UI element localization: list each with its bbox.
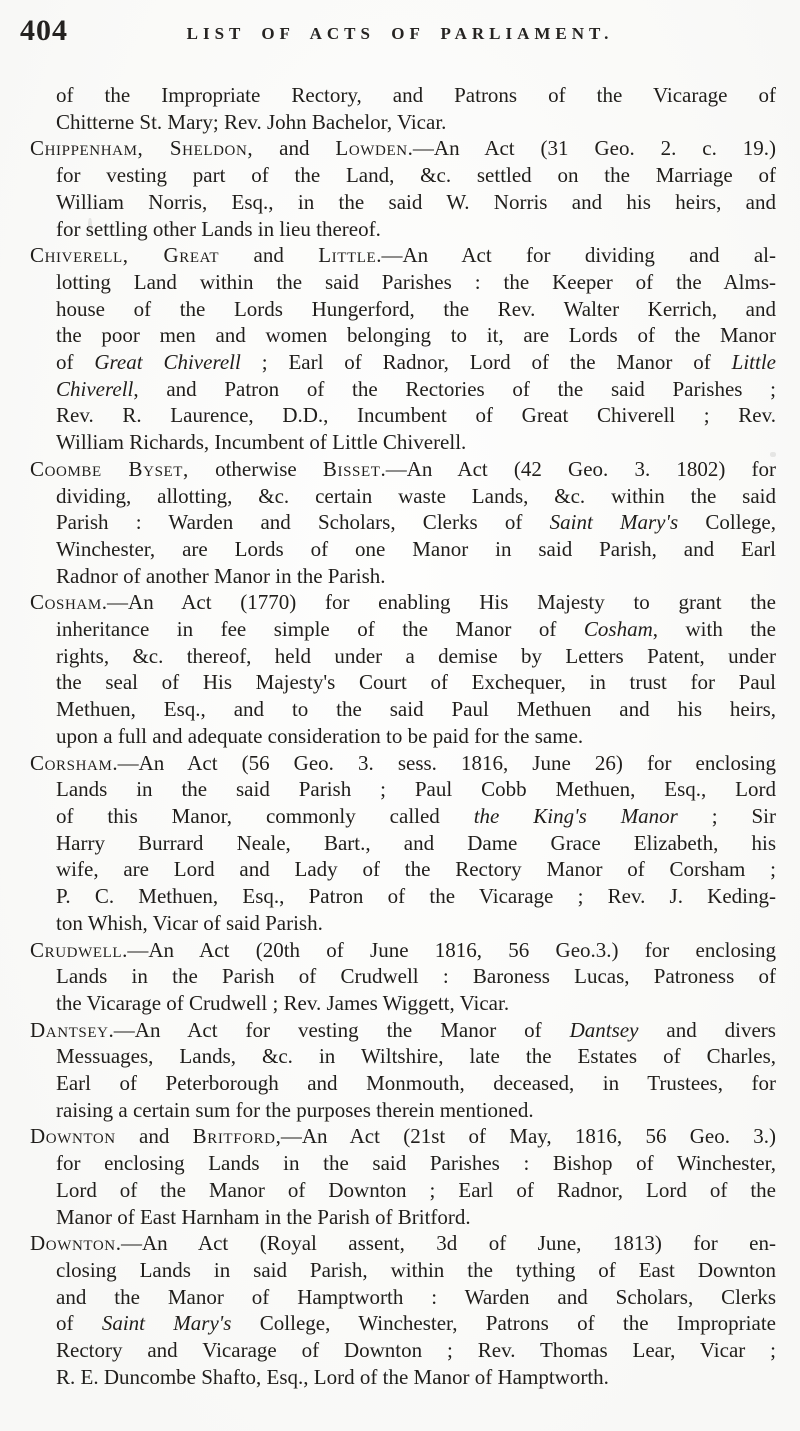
text-line: Manor of East Harnham in the Parish of Britford. bbox=[56, 1204, 471, 1229]
text-line: Radnor of another Manor in the Parish. bbox=[56, 563, 386, 588]
text-line: Messuages, Lands, &c. in Wiltshire, late the Estates of Charles, bbox=[56, 1044, 776, 1069]
act-entry bbox=[30, 1123, 776, 1230]
text-line: the Vicarage of Crudwell ; Rev. James Wiggett, Vicar. bbox=[56, 990, 510, 1015]
text-line: ton Whish, Vicar of said Parish. bbox=[56, 910, 323, 935]
text-line: dividing, allotting, &c. certain waste Lands, &c. within the said bbox=[56, 483, 776, 508]
text-line: wife, are Lord and Lady of the Rectory Manor of Corsham ; bbox=[56, 857, 776, 882]
acts-list bbox=[30, 82, 776, 1390]
text-line: Harry Burrard Neale, Bart., and Dame Grace Elizabeth, his bbox=[56, 830, 776, 855]
text-line: Chippenham, Sheldon, and Lowden.—An Act (31 Geo. 2. c. 19.) bbox=[30, 136, 776, 161]
act-entry bbox=[30, 1017, 776, 1124]
act-entry bbox=[30, 242, 776, 456]
text-line: Rev. R. Laurence, D.D., Incumbent of Great Chiverell ; Rev. bbox=[56, 403, 776, 428]
text-line: the seal of His Majesty's Court of Exchequer, in trust for Paul bbox=[56, 670, 776, 695]
text-line: Lands in the said Parish ; Paul Cobb Methuen, Esq., Lord bbox=[56, 777, 776, 802]
text-line: Downton.—An Act (Royal assent, 3d of June, 1813) for en- bbox=[30, 1231, 776, 1256]
text-line: upon a full and adequate consideration to be paid for the same. bbox=[56, 723, 584, 748]
text-line: Lands in the Parish of Crudwell : Baroness Lucas, Patroness of bbox=[56, 964, 776, 989]
text-line: of the Impropriate Rectory, and Patrons of the Vicarage of bbox=[56, 83, 776, 107]
text-line: R. E. Duncombe Shafto, Esq., Lord of the Manor of Hamptworth. bbox=[56, 1364, 609, 1389]
continuation-paragraph bbox=[30, 82, 776, 135]
scan-smudge bbox=[770, 452, 776, 457]
act-entry bbox=[30, 589, 776, 749]
text-line: Crudwell.—An Act (20th of June 1816, 56 Geo.3.) for enclosing bbox=[30, 937, 776, 962]
text-line: Cosham.—An Act (1770) for enabling His Majesty to grant the bbox=[30, 590, 776, 615]
text-line: for settling other Lands in lieu thereof. bbox=[56, 216, 381, 241]
text-line: the poor men and women belonging to it, are Lords of the Manor bbox=[56, 323, 776, 348]
text-line: Corsham.—An Act (56 Geo. 3. sess. 1816, June 26) for enclosing bbox=[30, 750, 776, 775]
text-line: Dantsey.—An Act for vesting the Manor of Dantsey and divers bbox=[30, 1017, 776, 1042]
act-entry bbox=[30, 1230, 776, 1390]
act-entry bbox=[30, 456, 776, 590]
text-line: Earl of Peterborough and Monmouth, deceased, in Trustees, for bbox=[56, 1071, 776, 1096]
act-entry bbox=[30, 937, 776, 1017]
text-line: of Saint Mary's College, Winchester, Patrons of the Impropriate bbox=[56, 1311, 776, 1336]
text-line: and the Manor of Hamptworth : Warden and Scholars, Clerks bbox=[56, 1284, 776, 1309]
text-line: Chiverell, and Patron of the Rectories of the said Parishes ; bbox=[56, 376, 776, 401]
act-entry bbox=[30, 750, 776, 937]
text-line: of Great Chiverell ; Earl of Radnor, Lord of the Manor of Little bbox=[56, 350, 776, 375]
text-line: house of the Lords Hungerford, the Rev. Walter Kerrich, and bbox=[56, 296, 776, 321]
text-line: Rectory and Vicarage of Downton ; Rev. Thomas Lear, Vicar ; bbox=[56, 1338, 776, 1363]
text-line: Chiverell, Great and Little.—An Act for dividing and al- bbox=[30, 243, 776, 268]
text-line: Downton and Britford,—An Act (21st of May, 1816, 56 Geo. 3.) bbox=[30, 1124, 776, 1149]
page-number: 404 bbox=[20, 14, 68, 47]
text-line: Parish : Warden and Scholars, Clerks of Saint Mary's College, bbox=[56, 510, 776, 535]
text-line: for enclosing Lands in the said Parishes : Bishop of Winchester, bbox=[56, 1151, 776, 1176]
text-line: William Norris, Esq., in the said W. Norris and his heirs, and bbox=[56, 189, 776, 214]
text-line: Lord of the Manor of Downton ; Earl of Radnor, Lord of the bbox=[56, 1177, 776, 1202]
text-line: of this Manor, commonly called the King's Manor ; Sir bbox=[56, 803, 777, 828]
text-line: William Richards, Incumbent of Little Chiverell. bbox=[56, 430, 467, 455]
text-line: raising a certain sum for the purposes therein mentioned. bbox=[56, 1097, 534, 1122]
text-line: Winchester, are Lords of one Manor in said Parish, and Earl bbox=[56, 536, 776, 561]
text-line: lotting Land within the said Parishes : the Keeper of the Alms- bbox=[56, 269, 776, 294]
text-line: inheritance in fee simple of the Manor of Cosham, with the bbox=[56, 617, 776, 642]
act-entry bbox=[30, 135, 776, 242]
text-line: Methuen, Esq., and to the said Paul Methuen and his heirs, bbox=[56, 697, 776, 722]
scan-smudge bbox=[88, 218, 92, 234]
text-line: Coombe Byset, otherwise Bisset.—An Act (42 Geo. 3. 1802) for bbox=[30, 456, 776, 481]
text-line: for vesting part of the Land, &c. settled on the Marriage of bbox=[56, 163, 776, 188]
text-line: closing Lands in said Parish, within the tything of East Downton bbox=[56, 1257, 776, 1282]
text-line: Chitterne St. Mary; Rev. John Bachelor, Vicar. bbox=[56, 109, 447, 134]
text-line: P. C. Methuen, Esq., Patron of the Vicarage ; Rev. J. Keding- bbox=[56, 884, 776, 909]
page-title: LIST OF ACTS OF PARLIAMENT. bbox=[186, 24, 614, 43]
text-line: rights, &c. thereof, held under a demise by Letters Patent, under bbox=[56, 643, 776, 668]
